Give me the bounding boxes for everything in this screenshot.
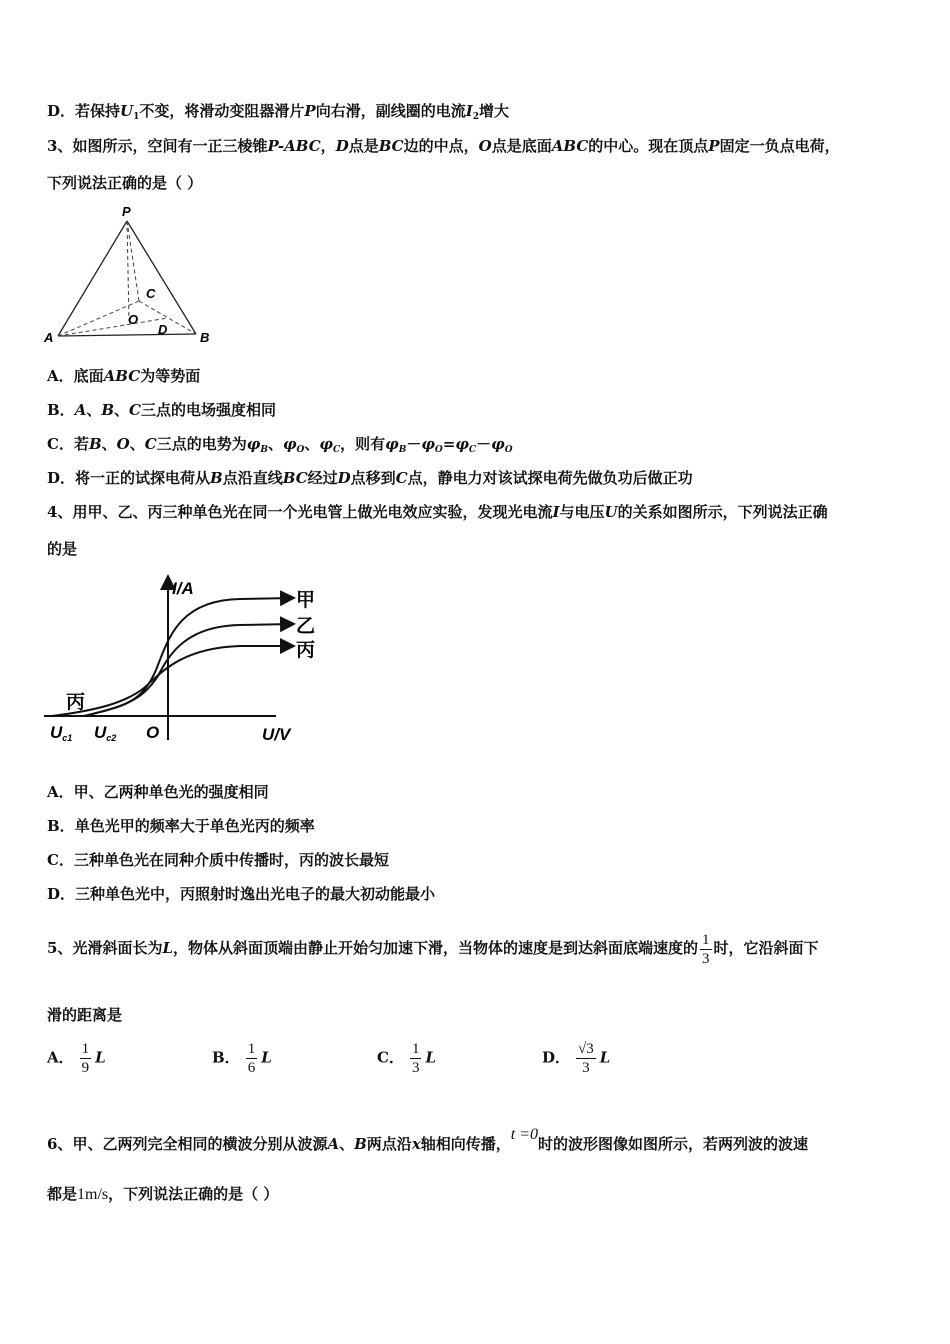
origin-label: O xyxy=(146,723,160,742)
y-axis-label: I/A xyxy=(172,579,194,598)
q5-option-b: B． $\frac{1}{6}$ L xyxy=(212,1041,272,1076)
q4-option-c: C．三种单色光在同种介质中传播时，丙的波长最短 xyxy=(47,851,389,869)
q4-option-b: B．单色光甲的频率大于单色光丙的频率 xyxy=(47,817,315,835)
question-number: 4、 xyxy=(47,503,73,521)
label-p: P xyxy=(122,204,131,219)
q5-option-c: C． $\frac{1}{3}$ L xyxy=(377,1041,436,1076)
t-equals-zero: t =0 xyxy=(510,1126,539,1143)
q3-option-c: C．若B、O、C三点的电势为$\varphi_B$、$\varphi_O$、$\varphi_C$，则有$\varphi_B-\varphi_O=\varphi_C-\varphi_O$ xyxy=(47,435,513,455)
label-o: O xyxy=(128,312,139,327)
label-bing: 丙 xyxy=(296,640,316,661)
question-number: 5、 xyxy=(47,939,73,957)
q4-option-d: D．三种单色光中，丙照射时逸出光电子的最大初动能最小 xyxy=(47,885,436,903)
photoelectric-iu-graph xyxy=(40,570,330,750)
uc2-label: Uc2 xyxy=(94,723,117,743)
wave-speed: 1m/s xyxy=(77,1186,109,1203)
q3-stem-line1: 3、如图所示，空间有一正三棱锥P-ABC，D点是BC边的中点，O点是底面ABC的中心。现在顶点P固定一负点电荷， xyxy=(47,137,840,155)
q3-option-d: D．将一正的试探电荷从B点沿直线BC经过D点移到C点，静电力对该试探电荷先做负功后做正功 xyxy=(47,469,693,487)
q5-option-a: A． $\frac{1}{9}$ L xyxy=(47,1041,106,1076)
label-c: C xyxy=(146,286,156,301)
q6-stem-line1: 6、甲、乙两列完全相同的横波分别从波源A、B两点沿x轴相向传播，t =0时的波形图像如图所示，若两列波的波速 xyxy=(47,1126,809,1153)
pyramid-figure xyxy=(40,200,220,350)
q4-option-a: A．甲、乙两种单色光的强度相同 xyxy=(47,783,269,801)
altitude-po xyxy=(127,221,129,321)
question-number: 3、 xyxy=(47,137,73,155)
q5-stem-line1: 5、光滑斜面长为L，物体从斜面顶端由静止开始匀加速下滑，当物体的速度是到达斜面底端速度的 $\frac{1}{3}$ 时，它沿斜面下 xyxy=(47,931,819,967)
label-d: D xyxy=(158,322,168,337)
fraction-one-third: $\frac{1}{3}$ xyxy=(702,931,710,967)
q4-stem-line2: 的是 xyxy=(47,540,78,558)
label-bing-left: 丙 xyxy=(66,692,86,713)
edge-pc xyxy=(127,221,139,301)
edge-ac xyxy=(58,301,139,336)
q5-stem-line2: 滑的距离是 xyxy=(47,1006,123,1024)
q4-stem-line1: 4、用甲、乙、丙三种单色光在同一个光电管上做光电效应实验，发现光电流I与电压U的关系如图所示，下列说法正确 xyxy=(47,503,828,521)
curve-bing xyxy=(52,646,292,716)
edge-pa xyxy=(58,221,127,336)
q3-option-b: B．A、B、C三点的电场强度相同 xyxy=(47,401,277,419)
median-ad xyxy=(58,318,168,336)
edge-ab xyxy=(58,334,196,336)
option-label: D． xyxy=(47,102,76,120)
label-jia: 甲 xyxy=(296,590,316,611)
q2-option-d: D．若保持$U_1$不变，将滑动变阻器滑片P向右滑，副线圈的电流$I_2$增大 xyxy=(47,102,510,122)
question-number: 6、 xyxy=(47,1135,73,1153)
q6-stem-line2: 都是1m/s，下列说法正确的是（ ） xyxy=(47,1185,279,1203)
label-yi: 乙 xyxy=(296,616,316,637)
q3-stem-line2: 下列说法正确的是（ ） xyxy=(47,174,203,192)
x-axis-label: U/V xyxy=(262,725,291,744)
label-b: B xyxy=(200,330,210,345)
uc1-label: Uc1 xyxy=(50,723,73,743)
q5-option-d: D． $\frac{√3}{3}$ L xyxy=(542,1041,611,1076)
q3-option-a: A．底面ABC为等势面 xyxy=(47,367,201,385)
edge-cb xyxy=(139,301,196,334)
label-a: A xyxy=(44,330,54,345)
